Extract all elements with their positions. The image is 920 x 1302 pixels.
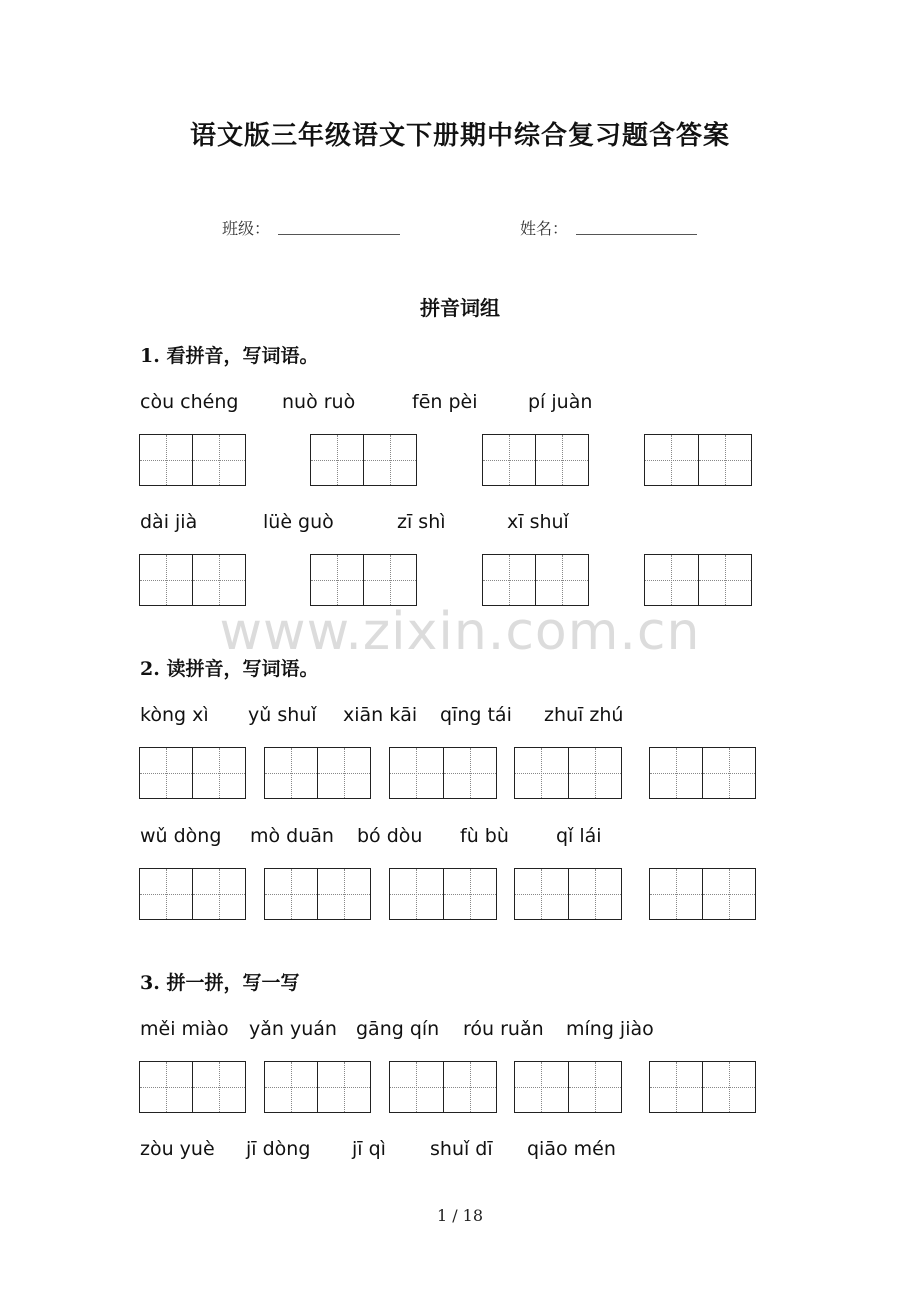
pinyin-label: kòng xì xyxy=(140,704,209,726)
answer-grid[interactable] xyxy=(264,1061,371,1113)
pinyin-label: róu ruǎn xyxy=(463,1018,544,1040)
answer-grid[interactable] xyxy=(482,554,589,606)
class-field[interactable] xyxy=(278,234,400,235)
answer-grid[interactable] xyxy=(649,1061,756,1113)
answer-grid[interactable] xyxy=(139,868,246,920)
question-1-title: 1. 看拼音，写词语。 xyxy=(140,345,319,367)
pinyin-label: měi miào xyxy=(140,1018,229,1040)
pinyin-label: jī qì xyxy=(352,1138,386,1160)
pinyin-label: qǐ lái xyxy=(556,825,602,847)
pinyin-label: fēn pèi xyxy=(412,391,478,413)
answer-grid[interactable] xyxy=(264,747,371,799)
answer-grid[interactable] xyxy=(644,434,752,486)
answer-grid[interactable] xyxy=(139,747,246,799)
answer-grid[interactable] xyxy=(139,434,246,486)
pinyin-label: còu chéng xyxy=(140,391,239,413)
answer-grid[interactable] xyxy=(389,868,497,920)
answer-grid[interactable] xyxy=(644,554,752,606)
section-heading: 拼音词组 xyxy=(420,296,500,320)
question-2-title: 2. 读拼音，写词语。 xyxy=(140,658,319,680)
answer-grid[interactable] xyxy=(389,747,497,799)
pinyin-label: yǔ shuǐ xyxy=(248,704,317,726)
name-field[interactable] xyxy=(576,234,697,235)
pinyin-label: pí juàn xyxy=(528,391,593,413)
pinyin-label: míng jiào xyxy=(566,1018,654,1040)
answer-grid[interactable] xyxy=(310,554,417,606)
pinyin-label: fù bù xyxy=(460,825,509,847)
pinyin-label: qiāo mén xyxy=(527,1138,616,1160)
pinyin-label: zī shì xyxy=(397,511,446,533)
pinyin-label: zhuī zhú xyxy=(544,704,624,726)
pinyin-label: shuǐ dī xyxy=(430,1138,493,1160)
name-label: 姓名： xyxy=(520,219,569,238)
question-3-title: 3. 拼一拼，写一写 xyxy=(140,972,300,994)
answer-grid[interactable] xyxy=(139,554,246,606)
answer-grid[interactable] xyxy=(514,1061,622,1113)
answer-grid[interactable] xyxy=(649,868,756,920)
answer-grid[interactable] xyxy=(389,1061,497,1113)
answer-grid[interactable] xyxy=(482,434,589,486)
pinyin-label: yǎn yuán xyxy=(249,1018,337,1040)
class-label: 班级： xyxy=(222,219,271,238)
pinyin-label: dài jià xyxy=(140,511,198,533)
answer-grid[interactable] xyxy=(139,1061,246,1113)
pinyin-label: xiān kāi xyxy=(343,704,418,726)
pinyin-label: wǔ dòng xyxy=(140,825,222,847)
pinyin-label: qīng tái xyxy=(440,704,512,726)
pinyin-label: zòu yuè xyxy=(140,1138,215,1160)
answer-grid[interactable] xyxy=(514,747,622,799)
pinyin-label: bó dòu xyxy=(357,825,423,847)
pinyin-label: xī shuǐ xyxy=(507,511,569,533)
watermark: www.zixin.com.cn xyxy=(219,602,701,662)
answer-grid[interactable] xyxy=(310,434,417,486)
pinyin-label: jī dòng xyxy=(246,1138,311,1160)
answer-grid[interactable] xyxy=(649,747,756,799)
pinyin-label: gāng qín xyxy=(356,1018,440,1040)
pinyin-label: nuò ruò xyxy=(282,391,356,413)
pinyin-label: lüè guò xyxy=(263,511,334,533)
page-number: 1 / 18 xyxy=(436,1206,484,1225)
pinyin-label: mò duān xyxy=(250,825,334,847)
page-title: 语文版三年级语文下册期中综合复习题含答案 xyxy=(189,121,730,151)
answer-grid[interactable] xyxy=(514,868,622,920)
answer-grid[interactable] xyxy=(264,868,371,920)
